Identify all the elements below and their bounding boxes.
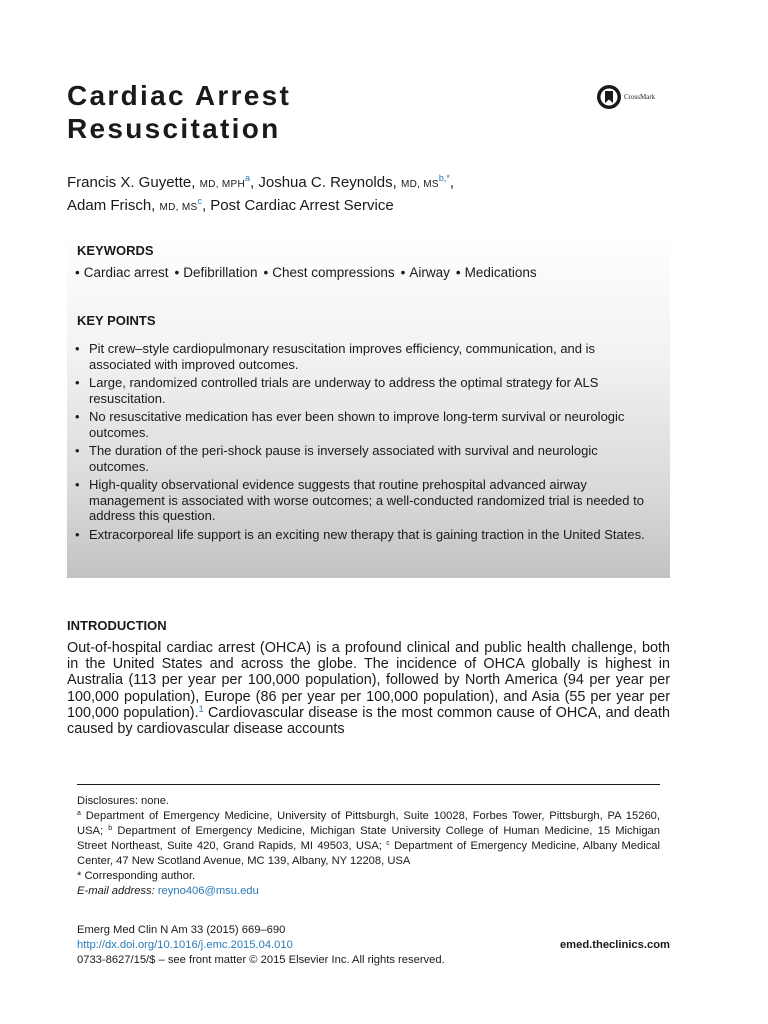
author-name: Adam Frisch, — [67, 197, 156, 214]
bullet: • — [75, 265, 80, 280]
keyword: Medications — [464, 265, 537, 280]
key-point: • Large, randomized controlled trials are underway to address the optimal strategy for ALS resuscitation. — [75, 375, 650, 406]
keyword: Cardiac arrest — [83, 265, 169, 280]
disclosures: Disclosures: none. — [77, 795, 170, 807]
corresponding-author: * Corresponding author. — [77, 870, 196, 882]
key-points-heading: KEY POINTS — [77, 313, 156, 328]
key-points-list — [75, 341, 650, 545]
affiliation-b: Department of Emergency Medicine, Michigan State University College of Human Medicine, 15 Michigan Street Northeast, Suite 420, Grand Rapids, MI 49503, USA; — [77, 825, 660, 852]
corresponding-author-link[interactable]: * — [446, 173, 450, 183]
author-name: Joshua C. Reynolds, — [258, 174, 397, 191]
author-list: Francis X. Guyette, MD, MPH$^a$, Joshua C. Reynolds, MD, $MS^{b,*}$, Adam Frisch, MD, $MS^c$, Post Cardiac Arrest Service — [67, 173, 455, 214]
key-point: • Extracorporeal life support is an exciting new therapy that is gaining traction in the United States. — [75, 527, 650, 543]
author-degree: MD, MS — [400, 179, 439, 190]
keywords-list — [75, 265, 537, 280]
keywords-heading: KEYWORDS — [77, 243, 154, 258]
affiliation-link[interactable]: b, — [438, 173, 447, 183]
reference-link[interactable]: 1 — [198, 703, 204, 714]
bullet: • — [263, 265, 269, 280]
summary-box — [67, 235, 670, 578]
introduction-heading: INTRODUCTION — [67, 618, 167, 633]
title-line-1: Cardiac Arrest — [67, 80, 292, 111]
copyright-line: 0733-8627/15/$ – see front matter © 2015 Elsevier Inc. All rights reserved. — [77, 954, 445, 966]
author-name: Francis X. Guyette, — [67, 174, 196, 191]
affiliation-mark: c — [386, 840, 390, 847]
footnotes — [77, 794, 660, 899]
intro-text-cont: Cardiovascular disease is the most common cause of OHCA, and death caused by cardiovascular disease accounts — [67, 704, 670, 738]
key-point: • The duration of the peri-shock pause is inversely associated with survival and neurologic outcomes. — [75, 443, 650, 474]
crossmark-label: CrossMark — [624, 93, 656, 101]
affiliations — [77, 809, 660, 869]
doi-link[interactable]: http://dx.doi.org/10.1016/j.emc.2015.04.010 — [77, 939, 293, 951]
affiliation-mark: a — [77, 810, 81, 817]
bullet: • — [400, 265, 406, 280]
intro-text: Out-of-hospital cardiac arrest (OHCA) is a profound clinical and public health challenge, both in the United States and across the globe. The incidence of OHCA globally is highest in Australia (113 per year per 100,000 population), followed by North America (94 per year per 100,000 population), Europe (86 per year per 100,000 population), and Asia (55 per year per 100,000 population). — [67, 640, 670, 721]
introduction-paragraph — [67, 640, 670, 737]
crossmark-badge[interactable] — [596, 84, 672, 110]
affiliation-mark: b — [108, 825, 113, 832]
keyword: Chest compressions — [272, 265, 395, 280]
keyword: Airway — [409, 265, 450, 280]
bullet: • — [174, 265, 180, 280]
journal-citation: Emerg Med Clin N Am 33 (2015) 669–690 — [77, 924, 286, 936]
author-degree: MD, MPH — [199, 179, 245, 190]
email-line — [77, 884, 660, 899]
key-point: • No resuscitative medication has ever been shown to improve long-term survival or neurologic outcomes. — [75, 409, 650, 440]
author-group: Post Cardiac Arrest Service — [210, 197, 394, 214]
author-degree: MD, MS — [159, 202, 198, 213]
key-point: • High-quality observational evidence suggests that routine prehospital advanced airway management is associated with worse outcomes; a well-conducted randomized trial is needed to address this question. — [75, 477, 650, 524]
affiliation-c: Department of Emergency Medicine, Albany Medical Center, 47 New Scotland Avenue, MC 139, Albany, NY 12208, USA — [77, 840, 661, 867]
affiliation-a: Department of Emergency Medicine, University of Pittsburgh, Suite 10028, Forbes Tower, Pittsburgh, PA 15260, USA; — [77, 810, 660, 837]
keyword: Defibrillation — [183, 265, 258, 280]
affiliation-link[interactable]: a — [245, 173, 251, 183]
article-title — [67, 79, 291, 145]
bullet: • — [455, 265, 461, 280]
journal-website-link[interactable]: emed.theclinics.com — [559, 939, 670, 951]
citation-block — [77, 923, 670, 968]
affiliation-link[interactable]: c — [197, 196, 202, 206]
key-point: • Pit crew–style cardiopulmonary resuscitation improves efficiency, communication, and is associated with improved outcomes. — [75, 341, 650, 372]
email-link[interactable]: reyno406@msu.edu — [157, 885, 259, 897]
email-label: E-mail address: — [77, 885, 155, 897]
title-line-2: Resuscitation — [67, 113, 281, 144]
crossmark-icon — [596, 84, 622, 110]
footnote-divider — [77, 784, 660, 785]
